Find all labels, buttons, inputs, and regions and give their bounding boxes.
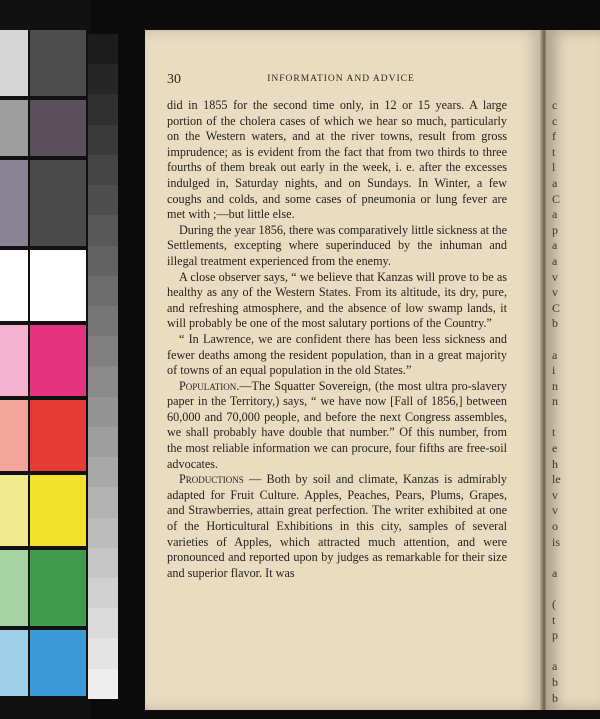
gray-step [88, 457, 118, 487]
edge-fragment: le [552, 472, 561, 487]
edge-fragment: i [552, 363, 556, 378]
edge-fragment: l [552, 160, 556, 175]
paragraph: A close observer says, “ we believe that Kanzas will prove to be as healthy as any of the Western States. From its altitude, its dry, pure, and refreshing atmosphere, and the absence of low swamp lands, it will probably be one of the most salutary portions of the Country.” [167, 269, 507, 331]
running-header [167, 72, 515, 90]
edge-fragment: p [552, 628, 558, 643]
color-chip [30, 100, 86, 156]
edge-fragment: v [552, 487, 558, 502]
color-chip [30, 250, 86, 321]
section-heading: Productions [179, 472, 244, 487]
edge-fragment: a [552, 659, 558, 674]
edge-fragment: b [552, 690, 558, 705]
color-chip [0, 30, 28, 96]
facing-page-fragments [552, 98, 592, 706]
edge-fragment: ( [552, 597, 556, 611]
edge-fragment: n [552, 394, 558, 409]
gray-step [88, 246, 118, 276]
section-heading: Population. [179, 378, 240, 393]
gray-step [88, 185, 118, 215]
edge-fragment: a [552, 175, 558, 190]
grayscale-strip [88, 34, 118, 699]
edge-fragment: a [552, 207, 558, 222]
paragraph: Productions — Both by soil and climate, Kanzas is admirably adapted for Fruit Culture. Apples, Peaches, Pears, Plums, Grapes, and Strawberries, attain great perfection. The writer exhibited at one of the Horticultural Exhibitions in this city, samples of several varieties of Apples, which attracted much attention, and were pronounced and reported upon by judges as remarkable for their size and superior flavor. It was [167, 472, 507, 580]
color-chip [0, 325, 28, 396]
color-chip [30, 550, 86, 626]
gray-step [88, 427, 118, 457]
book-page-right-edge [546, 30, 600, 710]
edge-fragment: p [552, 222, 558, 237]
paragraph: During the year 1856, there was comparatively little sickness at the Settlements, excepting where superinduced by the inhuman and illegal treatment experienced from the enemy. [167, 222, 507, 268]
edge-fragment [552, 550, 592, 566]
gray-step [88, 34, 118, 64]
gray-step [88, 306, 118, 336]
gray-step [88, 397, 118, 427]
edge-fragment [552, 332, 592, 348]
edge-fragment: o [552, 519, 558, 534]
paragraph: “ In Lawrence, we are confident there has been less sickness and fewer deaths among the resident population, than in a great majority of towns of an equal population in the old States.” [167, 331, 507, 378]
edge-fragment: h [552, 456, 558, 471]
paragraph: Population.—The Squatter Sovereign, (the most ultra pro-slavery paper in the Territory,) says, “ we have now [Fall of 1856,] between 60,000 and 70,000 people, and before the next Congress assembles, we shall probably have double that number.” Of this number, from the most reliable information we can procure, four fifths are free-soil advocates. [167, 378, 507, 471]
gray-step [88, 155, 118, 185]
gray-step [88, 94, 118, 124]
color-chip [0, 550, 28, 626]
color-chip [30, 160, 86, 246]
color-chip [30, 475, 86, 546]
edge-fragment: v [552, 503, 558, 518]
edge-fragment: c [552, 98, 558, 112]
edge-fragment: b [552, 674, 558, 689]
color-chip [30, 325, 86, 396]
gray-step [88, 125, 118, 155]
edge-fragment: t [552, 425, 556, 440]
color-chip [0, 160, 28, 246]
edge-fragment: a [552, 347, 558, 362]
gray-step [88, 548, 118, 578]
color-chip [30, 630, 86, 696]
gray-step [88, 215, 118, 245]
gray-step [88, 578, 118, 608]
gray-step [88, 64, 118, 94]
edge-fragment: a [552, 253, 558, 268]
color-chip [30, 400, 86, 471]
edge-fragment: t [552, 612, 556, 627]
edge-fragment: e [552, 441, 558, 456]
paragraph: did in 1855 for the second time only, in 12 or 15 years. A large portion of the cholera cases of which we hear so much, particularly on the Western waters, and at the river towns, result from gross imprudence; as is evident from the fact that from two thirds to three fourths of them break out early in the week, i. e. after the excesses indulged in, Saturday nights, and on Sundays. In Winter, a few coughs and colds, and some cases of pneumonia or lung fever are met with ;—but little else. [167, 98, 507, 222]
color-calibration-chart [0, 0, 90, 719]
edge-fragment: C [552, 191, 561, 206]
edge-fragment: C [552, 300, 561, 315]
edge-fragment: t [552, 144, 556, 159]
gray-step [88, 336, 118, 366]
edge-fragment: b [552, 316, 558, 331]
gray-step [88, 638, 118, 668]
color-chip [0, 630, 28, 696]
color-chip [0, 250, 28, 321]
color-chip [0, 475, 28, 546]
body-text [167, 98, 507, 581]
edge-fragment: a [552, 565, 558, 580]
edge-fragment [552, 644, 592, 660]
edge-fragment: is [552, 534, 561, 549]
edge-fragment: v [552, 285, 558, 300]
gray-step [88, 366, 118, 396]
gray-step [88, 487, 118, 517]
color-chip [30, 30, 86, 96]
edge-fragment [552, 581, 592, 597]
running-title: INFORMATION AND ADVICE [267, 74, 415, 84]
edge-fragment: c [552, 113, 558, 128]
color-chip [0, 100, 28, 156]
edge-fragment: v [552, 269, 558, 284]
gray-step [88, 518, 118, 548]
gray-step [88, 669, 118, 699]
gray-step [88, 276, 118, 306]
edge-fragment: n [552, 378, 558, 393]
edge-fragment: a [552, 238, 558, 253]
color-chip [0, 400, 28, 471]
book-page-left [145, 30, 541, 710]
edge-fragment [552, 410, 592, 426]
page-number: 30 [167, 72, 181, 87]
edge-fragment: f [552, 129, 556, 144]
gray-step [88, 608, 118, 638]
